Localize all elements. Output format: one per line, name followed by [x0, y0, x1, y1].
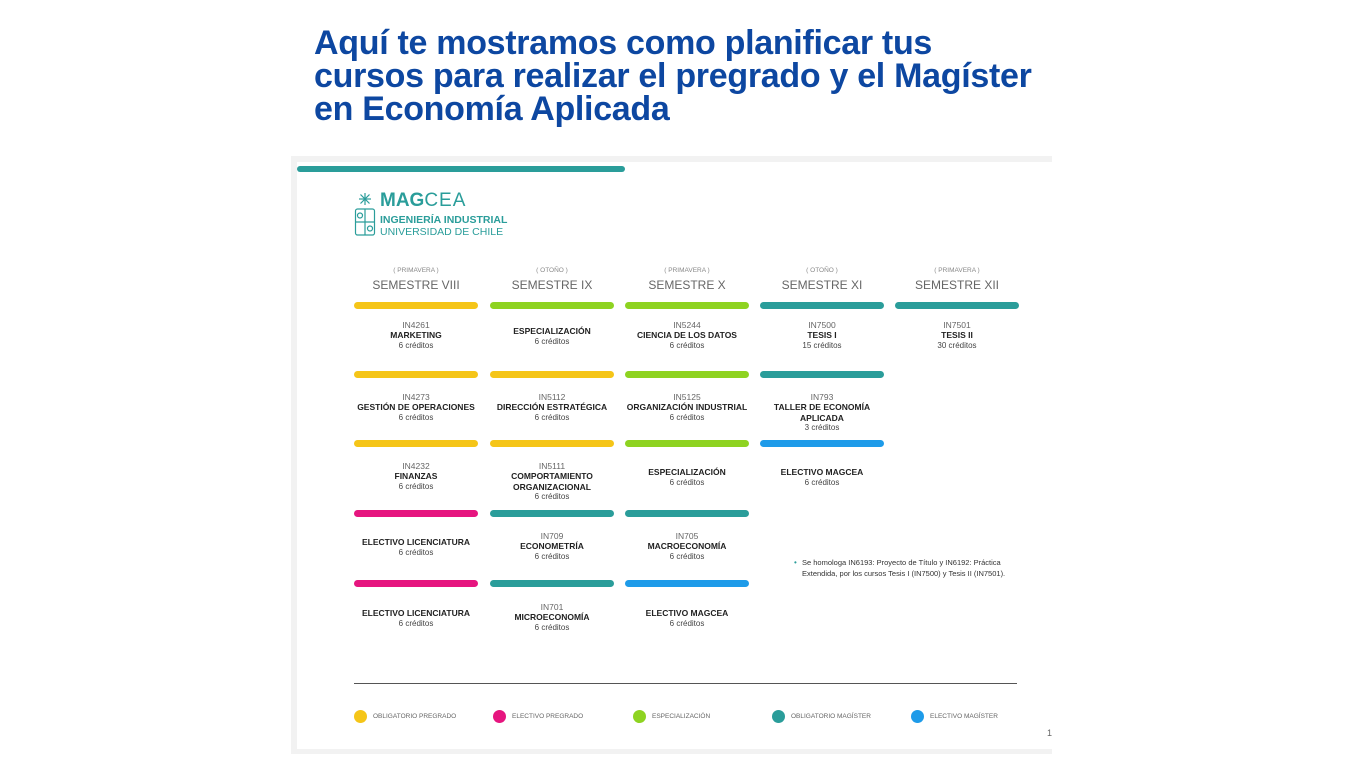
- course-card: [490, 326, 614, 347]
- course-code: IN709: [540, 531, 564, 541]
- course-name: MARKETING: [390, 330, 442, 340]
- note-bullet-icon: •: [794, 558, 797, 567]
- semester-season: ( OTOÑO ): [536, 267, 568, 274]
- course-category-bar: [354, 371, 478, 378]
- semester-column: [625, 266, 749, 686]
- course-category-bar: [354, 510, 478, 517]
- course-card: [625, 608, 749, 629]
- legend-label: OBLIGATORIO PREGRADO: [373, 712, 457, 720]
- legend-label: OBLIGATORIO MAGÍSTER: [791, 712, 871, 720]
- course-code: IN793: [810, 392, 834, 402]
- course-card: [354, 537, 478, 558]
- course-card: [760, 320, 884, 351]
- semester-title: SEMESTRE VIII: [372, 278, 460, 292]
- semester-season: ( PRIMAVERA ): [664, 267, 710, 274]
- page-number: 1: [1047, 728, 1053, 738]
- course-name: ESPECIALIZACIÓN: [513, 326, 591, 336]
- course-credits: 6 créditos: [669, 551, 705, 561]
- course-code: IN4261: [402, 320, 430, 330]
- legend-label: ESPECIALIZACIÓN: [652, 712, 711, 720]
- course-category-bar: [895, 302, 1019, 309]
- course-credits: 6 créditos: [534, 412, 570, 422]
- logo-university: UNIVERSIDAD DE CHILE: [380, 226, 504, 238]
- course-name: ELECTIVO LICENCIATURA: [362, 537, 470, 547]
- plan-sheet: [291, 156, 1052, 754]
- course-card: [760, 392, 884, 433]
- course-category-bar: [625, 371, 749, 378]
- semester-title: SEMESTRE X: [648, 278, 726, 292]
- course-name: ELECTIVO MAGCEA: [645, 608, 729, 618]
- course-name: ORGANIZACIÓN INDUSTRIAL: [626, 402, 748, 412]
- legend-dot-icon: [354, 710, 367, 723]
- course-name: GESTIÓN DE OPERACIONES: [357, 402, 475, 412]
- course-category-bar: [354, 440, 478, 447]
- course-code: IN5125: [673, 392, 701, 402]
- logo-wordmark: [380, 191, 466, 211]
- legend-item: [772, 709, 871, 723]
- logo-name-bold: MAG: [380, 190, 425, 211]
- legend-item: [354, 709, 456, 723]
- course-name: FINANZAS: [394, 471, 438, 481]
- note-text: Se homologa IN6193: Proyecto de Título y IN6192: Práctica Extendida, por los cursos Tesis I (IN7500) y Tesis II (IN7501).: [802, 558, 1006, 578]
- homologation-note: [794, 558, 1012, 579]
- legend-divider: [354, 683, 1017, 684]
- course-category-bar: [760, 371, 884, 378]
- semester-title: SEMESTRE XII: [914, 278, 1000, 292]
- page-headline: Aquí te mostramos como planificar tus cursos para realizar el pregrado y el Magíster en Economía Aplicada: [314, 24, 1032, 128]
- course-code: IN5112: [538, 392, 566, 402]
- magcea-logo: [354, 192, 524, 240]
- course-category-bar: [354, 302, 478, 309]
- course-category-bar: [490, 580, 614, 587]
- accent-bar: [297, 166, 625, 172]
- course-name: MACROECONOMÍA: [647, 541, 727, 551]
- course-credits: 15 créditos: [802, 340, 842, 350]
- course-card: [490, 461, 614, 502]
- course-credits: 6 créditos: [534, 492, 570, 501]
- legend-item: [911, 709, 998, 723]
- course-name: ECONOMETRÍA: [520, 541, 584, 551]
- course-card: [354, 461, 478, 492]
- course-category-bar: [490, 440, 614, 447]
- course-card: [354, 320, 478, 351]
- course-credits: 6 créditos: [669, 618, 705, 628]
- course-code: IN5111: [538, 461, 566, 471]
- course-code: IN7500: [808, 320, 836, 330]
- logo-name-thin: CEA: [424, 190, 467, 211]
- semester-title: SEMESTRE XI: [781, 278, 863, 292]
- course-code: IN5244: [673, 320, 701, 330]
- course-card: [625, 320, 749, 351]
- legend-dot-icon: [772, 710, 785, 723]
- course-credits: 6 créditos: [398, 412, 434, 422]
- course-name: TESIS I: [807, 330, 837, 340]
- legend-item: [493, 709, 583, 723]
- course-name: TESIS II: [941, 330, 973, 340]
- legend-label: ELECTIVO PREGRADO: [512, 712, 584, 720]
- course-category-bar: [625, 440, 749, 447]
- course-card: [490, 602, 614, 633]
- semester-column: [760, 266, 884, 686]
- course-category-bar: [625, 510, 749, 517]
- legend-item: [633, 709, 710, 723]
- course-card: [490, 531, 614, 562]
- course-credits: 3 créditos: [804, 423, 840, 432]
- semester-column: [354, 266, 478, 686]
- course-card: [625, 392, 749, 423]
- course-card: [895, 320, 1019, 351]
- course-code: IN705: [675, 531, 699, 541]
- course-card: [490, 392, 614, 423]
- university-seal-icon: [354, 192, 376, 238]
- course-name: TALLER DE ECONOMÍA APLICADA: [773, 402, 871, 423]
- course-code: IN701: [540, 602, 564, 612]
- course-credits: 30 créditos: [937, 340, 977, 350]
- semester-season: ( PRIMAVERA ): [934, 267, 980, 274]
- course-credits: 6 créditos: [398, 547, 434, 557]
- semester-title: SEMESTRE IX: [511, 278, 593, 292]
- course-category-bar: [760, 440, 884, 447]
- course-card: [354, 392, 478, 423]
- course-code: IN4232: [402, 461, 430, 471]
- course-card: [760, 467, 884, 488]
- course-category-bar: [625, 580, 749, 587]
- course-credits: 6 créditos: [398, 340, 434, 350]
- course-name: ESPECIALIZACIÓN: [648, 467, 726, 477]
- course-category-bar: [490, 371, 614, 378]
- course-card: [354, 608, 478, 629]
- course-credits: 6 créditos: [669, 412, 705, 422]
- semester-season: ( OTOÑO ): [806, 267, 838, 274]
- course-credits: 6 créditos: [534, 551, 570, 561]
- course-card: [625, 467, 749, 488]
- course-name: DIRECCIÓN ESTRATÉGICA: [496, 402, 608, 412]
- course-name: CIENCIA DE LOS DATOS: [637, 330, 737, 340]
- logo-department: INGENIERÍA INDUSTRIAL: [380, 214, 508, 226]
- course-card: [625, 531, 749, 562]
- course-credits: 6 créditos: [534, 622, 570, 632]
- semester-season: ( PRIMAVERA ): [393, 267, 439, 274]
- course-name: ELECTIVO LICENCIATURA: [362, 608, 470, 618]
- course-credits: 6 créditos: [398, 481, 434, 491]
- course-credits: 6 créditos: [669, 340, 705, 350]
- course-category-bar: [490, 510, 614, 517]
- course-credits: 6 créditos: [804, 477, 840, 487]
- course-credits: 6 créditos: [669, 477, 705, 487]
- semester-column: [895, 266, 1019, 686]
- legend-dot-icon: [493, 710, 506, 723]
- legend-dot-icon: [633, 710, 646, 723]
- course-category-bar: [625, 302, 749, 309]
- course-category-bar: [490, 302, 614, 309]
- legend-label: ELECTIVO MAGÍSTER: [930, 712, 998, 720]
- legend-dot-icon: [911, 710, 924, 723]
- course-name: ELECTIVO MAGCEA: [780, 467, 864, 477]
- course-credits: 6 créditos: [534, 336, 570, 346]
- course-code: IN4273: [402, 392, 430, 402]
- semester-column: [490, 266, 614, 686]
- plan-sheet-content: [297, 162, 1052, 749]
- course-credits: 6 créditos: [398, 618, 434, 628]
- course-category-bar: [760, 302, 884, 309]
- course-name: COMPORTAMIENTO ORGANIZACIONAL: [511, 471, 593, 492]
- course-code: IN7501: [943, 320, 971, 330]
- course-category-bar: [354, 580, 478, 587]
- course-name: MICROECONOMÍA: [514, 612, 590, 622]
